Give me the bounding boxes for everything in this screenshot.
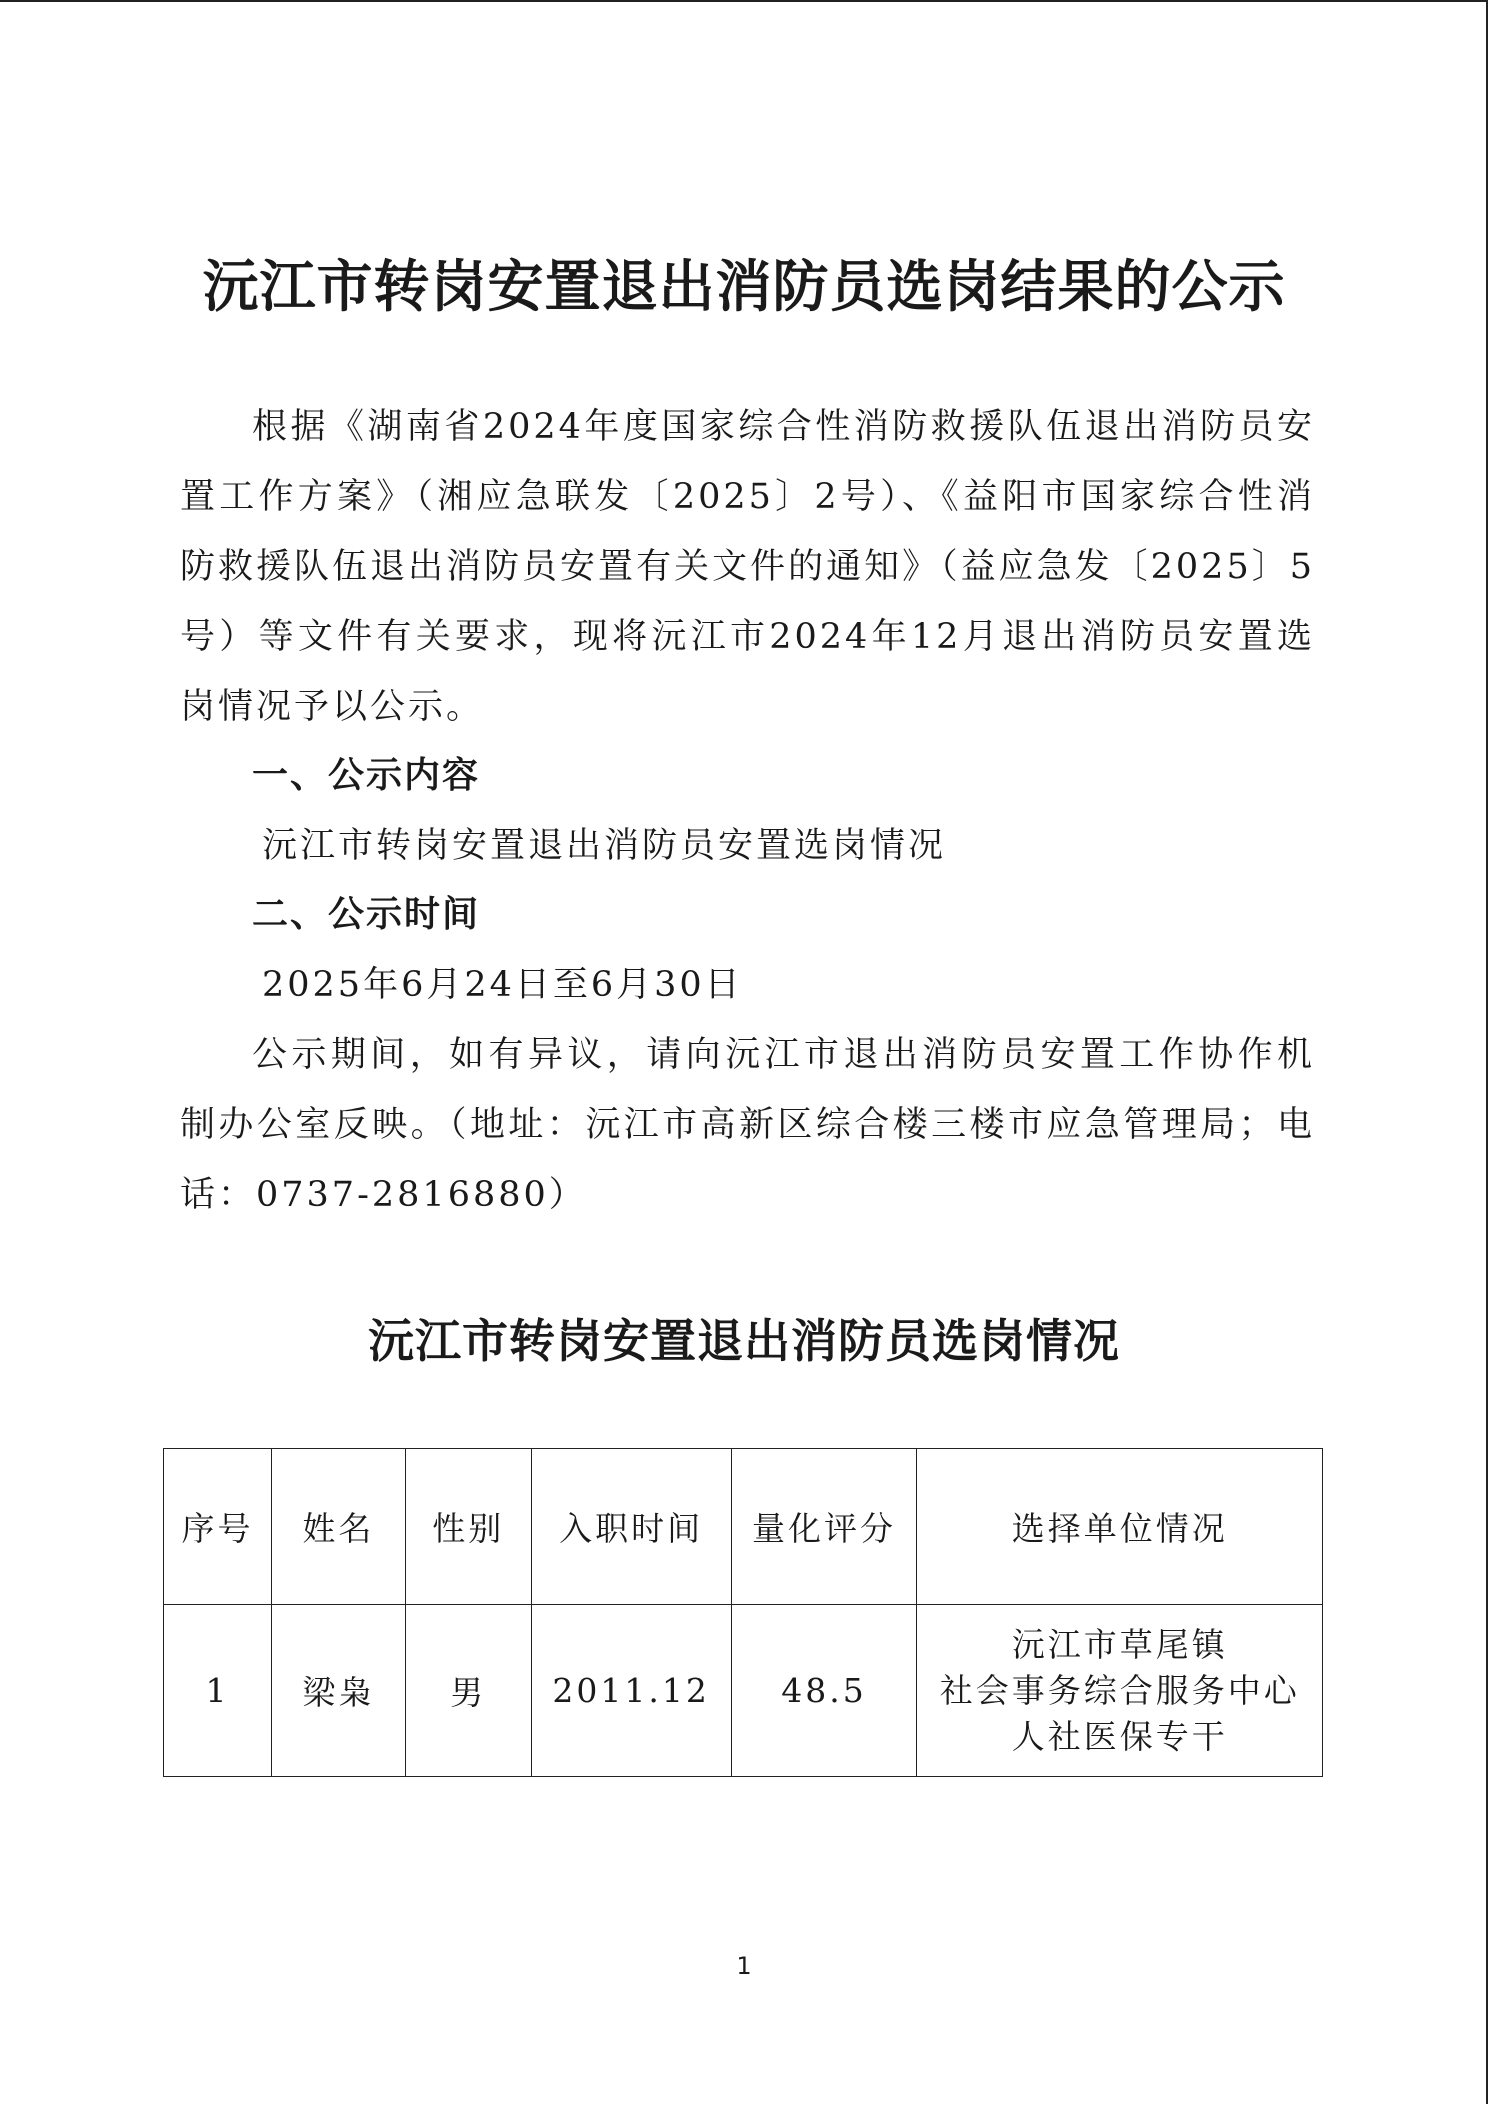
header-unit: 选择单位情况 xyxy=(917,1449,1323,1605)
intro-paragraph: 根据《湖南省2024年度国家综合性消防救援队伍退出消防员安置工作方案》（湘应急联发〔2025〕2号）、《益阳市国家综合性消防救援队伍退出消防员安置有关文件的通知》（益应急发〔2025〕5号）等文件有关要求，现将沅江市2024年12月退出消防员安置选岗情况予以公示。 xyxy=(180,407,1315,727)
header-gender: 性别 xyxy=(405,1449,531,1605)
header-score: 量化评分 xyxy=(731,1449,917,1605)
cell-entry-date: 2011.12 xyxy=(531,1605,731,1777)
section-2-content: 2025年6月24日至6月30日 xyxy=(262,965,743,1005)
page-number: 1 xyxy=(736,1952,752,1980)
cell-score: 48.5 xyxy=(731,1605,917,1777)
header-name: 姓名 xyxy=(271,1449,405,1605)
objection-paragraph: 公示期间，如有异议，请向沅江市退出消防员安置工作协作机制办公室反映。（地址：沅江市高新区综合楼三楼市应急管理局；电话：0737-2816880） xyxy=(180,1035,1315,1215)
cell-name: 梁枭 xyxy=(271,1605,405,1777)
header-entry-date: 入职时间 xyxy=(531,1449,731,1605)
table-header-row xyxy=(164,1449,1323,1605)
unit-line-2: 社会事务综合服务中心 xyxy=(939,1670,1300,1710)
section-1-heading: 一、公示内容 xyxy=(252,755,481,796)
section-1-content: 沅江市转岗安置退出消防员安置选岗情况 xyxy=(262,826,947,866)
table-title: 沅江市转岗安置退出消防员选岗情况 xyxy=(368,1314,1120,1368)
cell-gender: 男 xyxy=(405,1605,531,1777)
section-2-heading: 二、公示时间 xyxy=(252,894,481,935)
result-table xyxy=(163,1448,1323,1777)
header-serial: 序号 xyxy=(164,1449,272,1605)
cell-unit xyxy=(917,1605,1323,1777)
unit-line-3: 人社医保专干 xyxy=(1011,1716,1228,1756)
unit-line-1: 沅江市草尾镇 xyxy=(1011,1624,1228,1664)
cell-serial: 1 xyxy=(164,1605,272,1777)
document-title: 沅江市转岗安置退出消防员选岗结果的公示 xyxy=(202,254,1286,320)
table-row xyxy=(164,1605,1323,1777)
